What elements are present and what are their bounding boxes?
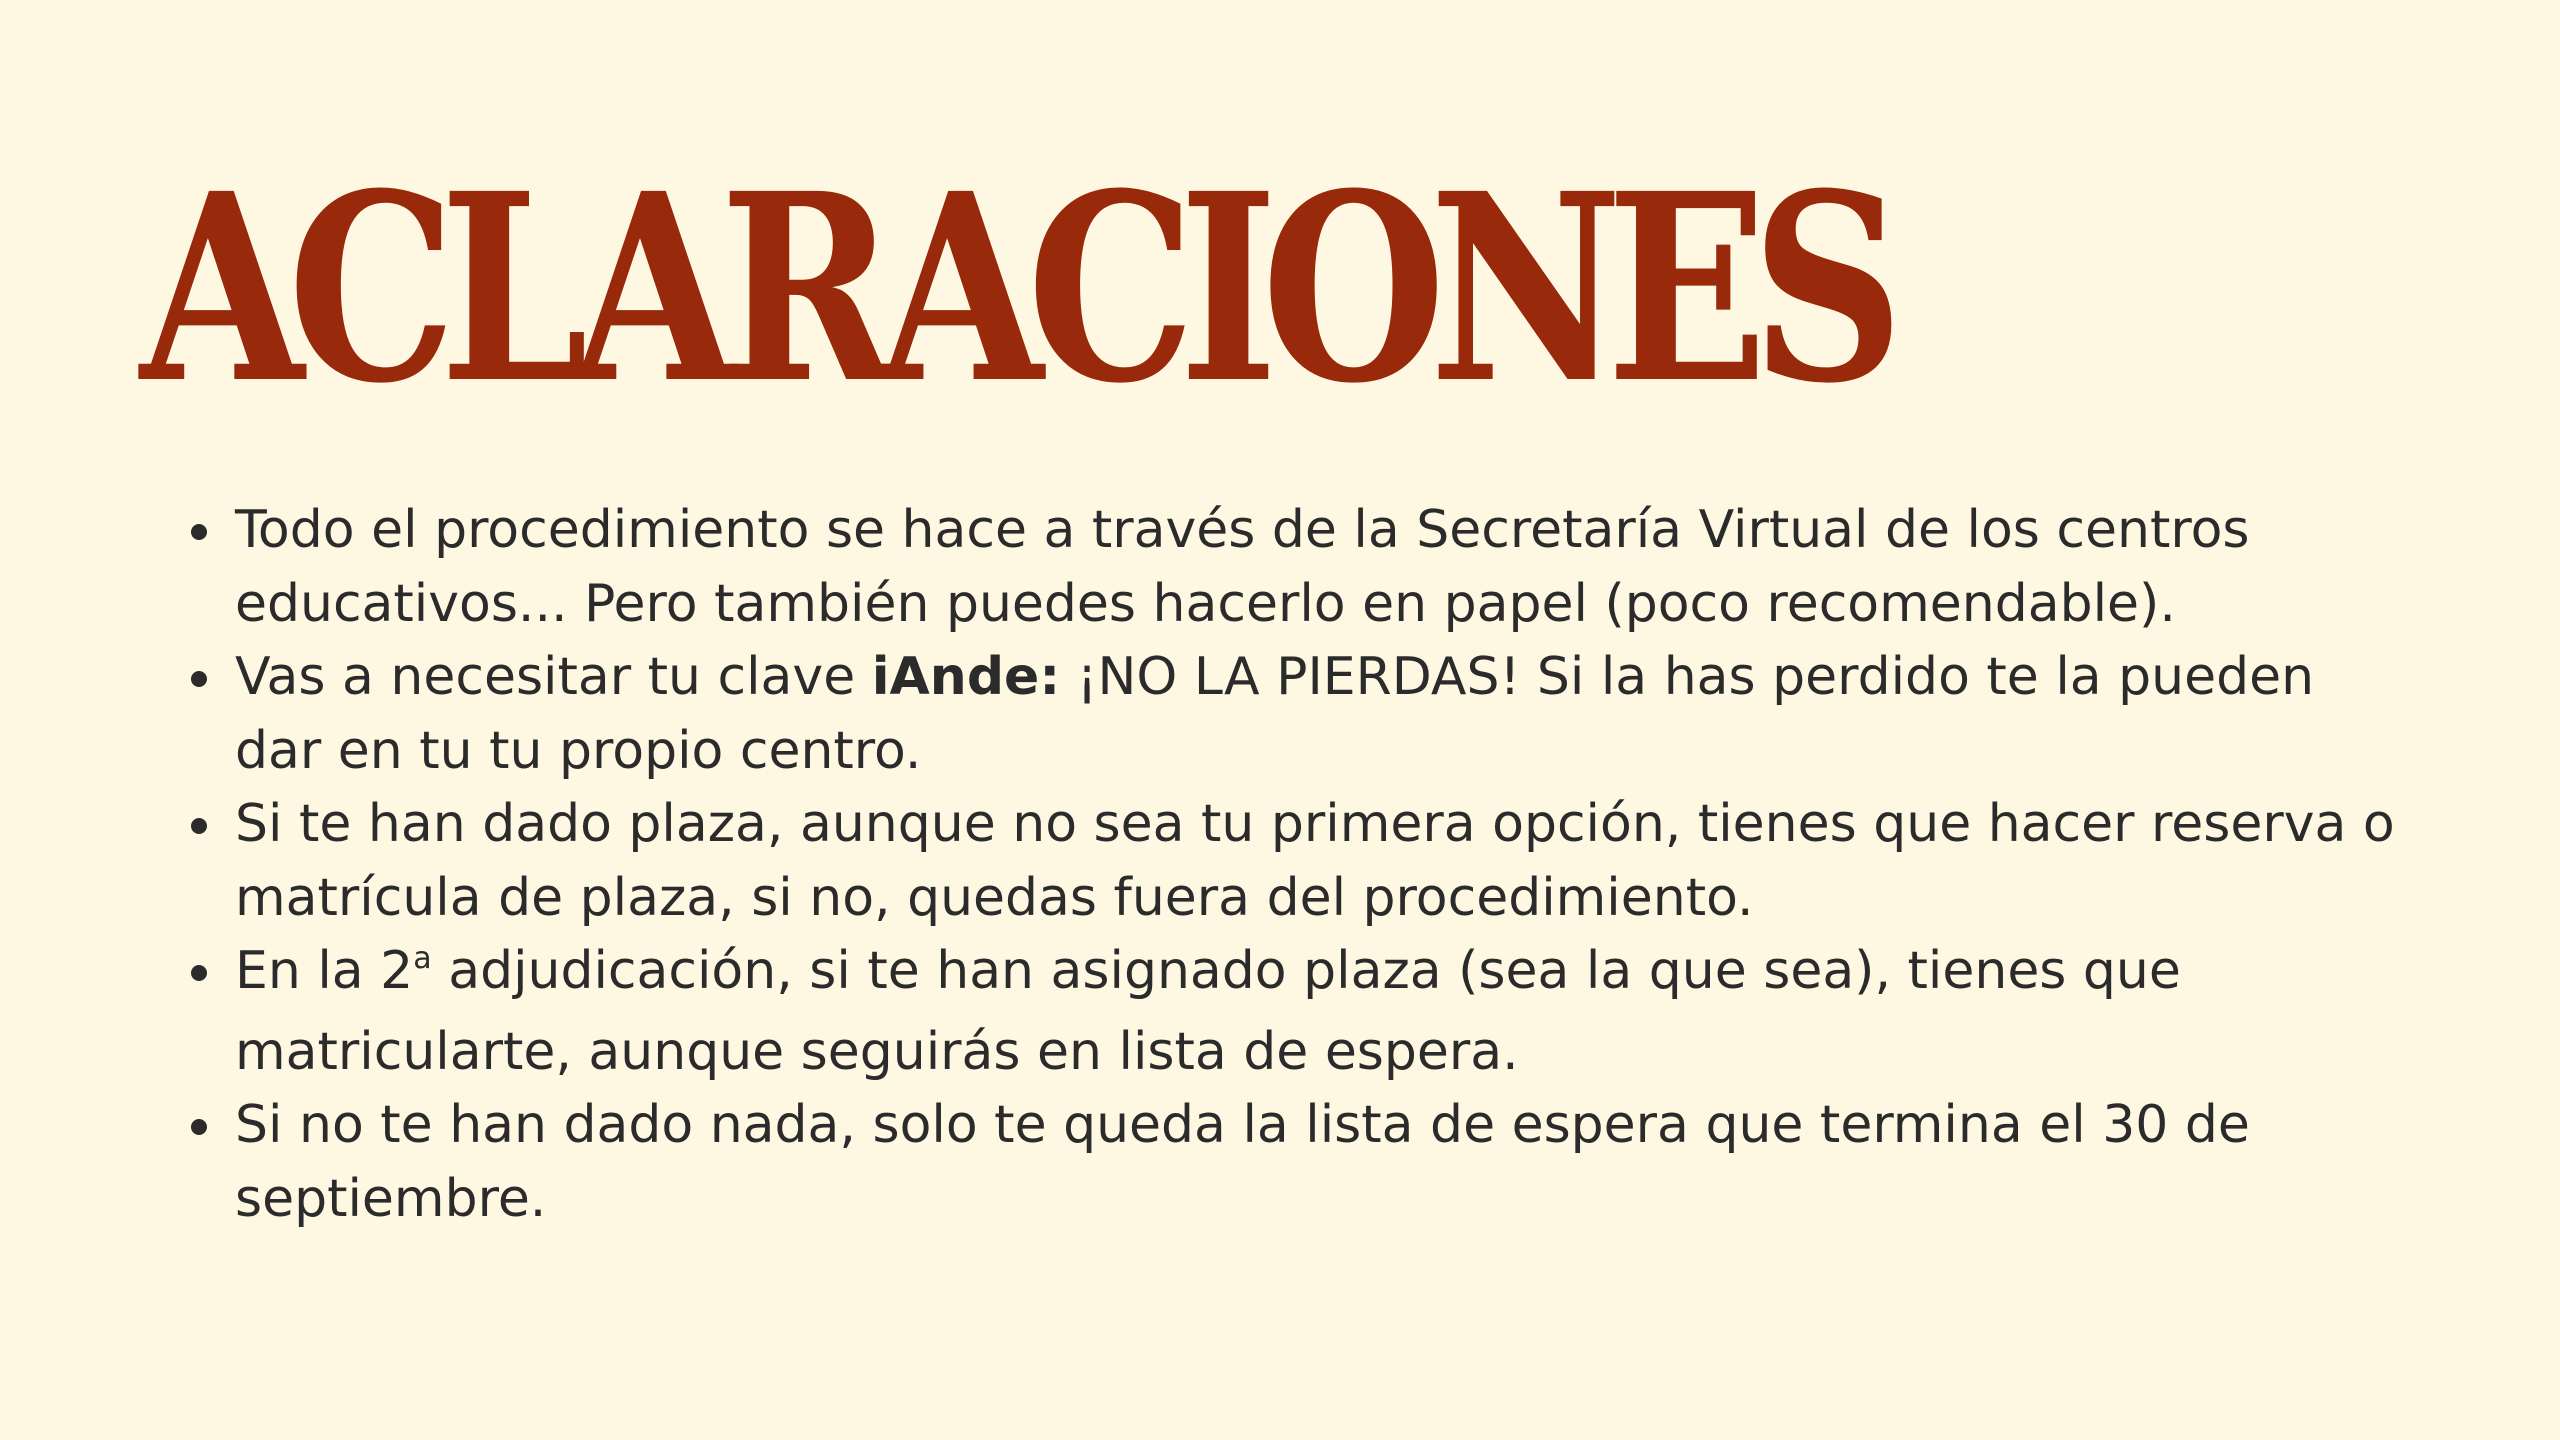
list-item [183, 788, 2483, 935]
bullet-dot-icon [191, 1119, 207, 1135]
bullet-dot-icon [191, 965, 207, 981]
list-item-text: Vas a necesitar tu clave [235, 647, 872, 707]
list-item [183, 935, 2483, 1089]
list-item [183, 641, 2483, 788]
list-item [183, 494, 2483, 641]
bullet-list [183, 494, 2483, 1236]
list-item-text: En la 2 [235, 941, 414, 1001]
list-item-line [235, 935, 2483, 1016]
bullet-dot-icon [191, 818, 207, 834]
list-item-line: septiembre. [235, 1168, 547, 1229]
list-item-text: ¡NO LA PIERDAS! Si la has perdido te la pueden [1060, 647, 2315, 707]
list-item-line: matricularte, aunque seguirás en lista de espera. [235, 1021, 1519, 1082]
list-item-line: Si no te han dado nada, solo te queda la lista de espera que termina el 30 de [235, 1095, 2250, 1155]
list-item-line [235, 641, 2483, 715]
list-item-line: Si te han dado plaza, aunque no sea tu primera opción, tienes que hacer reserva o [235, 794, 2395, 854]
list-item-line: dar en tu tu propio centro. [235, 720, 922, 781]
list-item-line: matrícula de plaza, si no, quedas fuera del procedimiento. [235, 867, 1754, 928]
bullet-dot-icon [191, 671, 207, 687]
page-title: ACLARACIONES [140, 137, 1888, 440]
list-item [183, 1089, 2483, 1236]
iande-keyword: iAnde: [871, 647, 1061, 707]
list-item-line: educativos... Pero también puedes hacerlo en papel (poco recomendable). [235, 573, 2176, 634]
list-item-text: adjudicación, si te han asignado plaza (sea la que sea), tienes que [431, 941, 2181, 1001]
list-item-line: Todo el procedimiento se hace a través de la Secretaría Virtual de los centros [235, 500, 2250, 560]
bullet-dot-icon [191, 524, 207, 540]
ordinal-indicator: a [413, 941, 432, 976]
